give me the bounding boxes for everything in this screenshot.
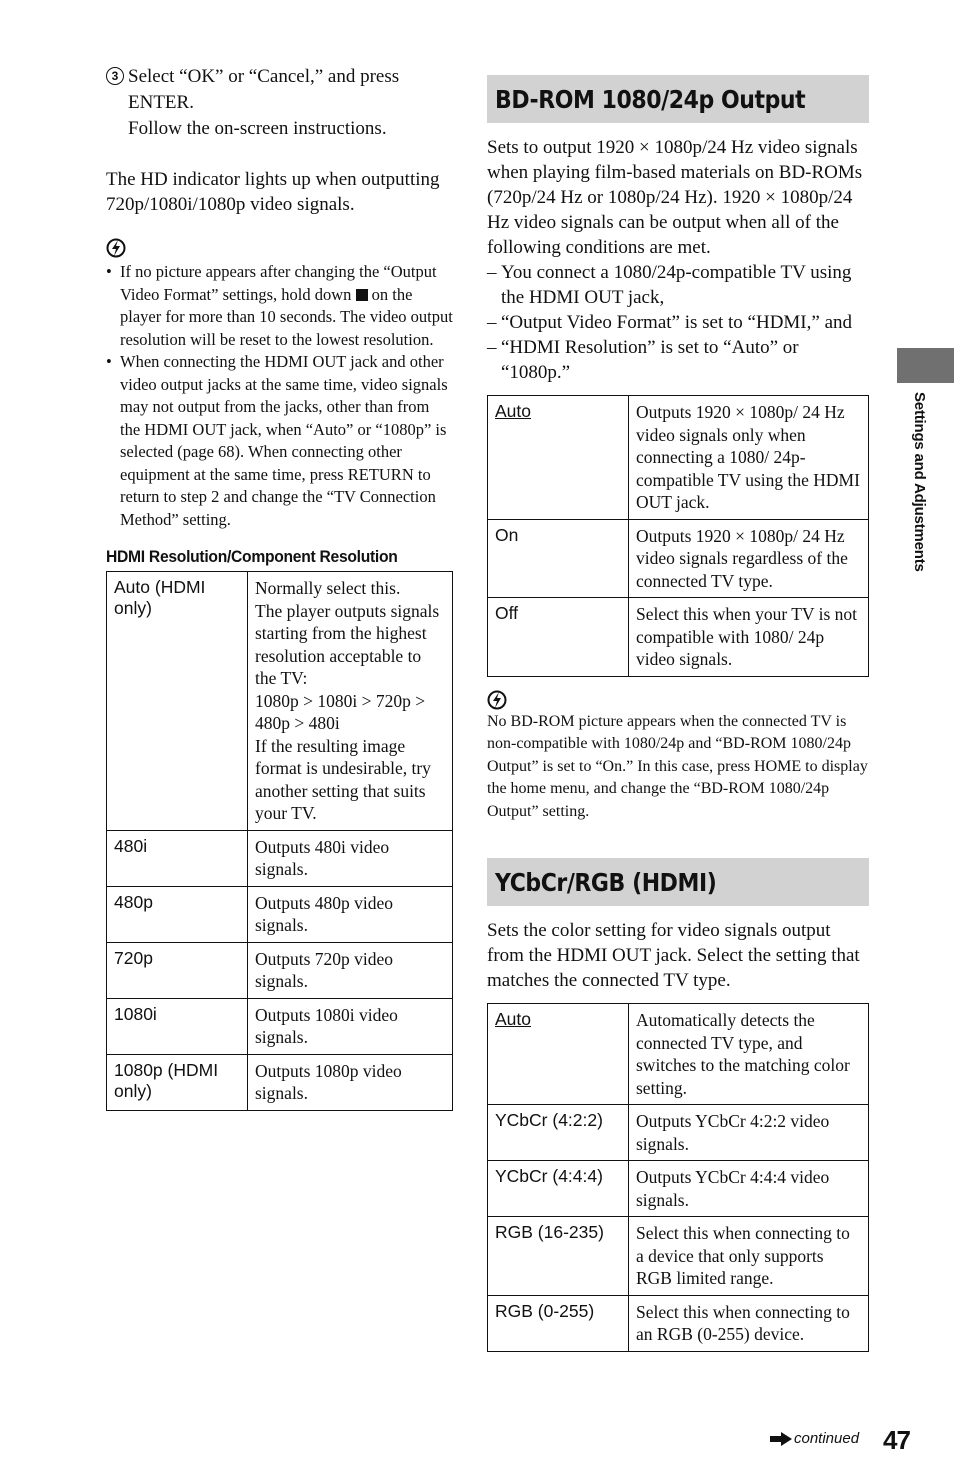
option-key: Off — [488, 598, 629, 677]
section-tab-marker — [897, 348, 954, 383]
table-row — [488, 396, 869, 520]
step-instruction: Select “OK” or “Cancel,” and press ENTER. — [128, 66, 400, 113]
step-followup: Follow the on-screen instructions. — [128, 118, 387, 139]
option-description: Outputs 1080i video signals. — [248, 998, 453, 1054]
ycbcr-option-table — [487, 1003, 869, 1352]
bdrom-option-table — [487, 395, 869, 677]
step-number: 3 — [106, 67, 124, 85]
option-key: Auto (HDMI only) — [107, 572, 248, 831]
table-row — [488, 519, 869, 598]
option-key: 480p — [107, 886, 248, 942]
table-row — [107, 886, 453, 942]
bullet: • — [106, 352, 112, 371]
option-description: Outputs 480i video signals. — [248, 830, 453, 886]
section-heading-bdrom: BD-ROM 1080/24p Output — [487, 75, 869, 123]
list-item: – You connect a 1080/24p-compatible TV using the HDMI OUT jack, — [487, 262, 852, 308]
option-key: RGB (16-235) — [488, 1217, 629, 1296]
table-row — [488, 1161, 869, 1217]
option-description: Select this when connecting to a device that only supports RGB limited range. — [629, 1217, 869, 1296]
note-item: • If no picture appears after changing the “Output Video Format” settings, hold down on the player for more than 10 seconds. The video output resolution will be reset to the lowest resolution. — [106, 262, 453, 349]
resolution-table — [106, 571, 453, 1111]
option-key: 1080i — [107, 998, 248, 1054]
table-row — [488, 598, 869, 677]
ycbcr-intro: Sets the color setting for video signals output from the HDMI OUT jack. Select the setting that matches the connected TV type. — [487, 920, 860, 991]
table-row — [107, 830, 453, 886]
option-key-default: Auto — [488, 1004, 629, 1105]
bdrom-tip: No BD-ROM picture appears when the connected TV is non-compatible with 1080/24p and “BD-ROM 1080/24p Output” is set to “On.” In this case, press HOME to display the home menu, and change the “BD-ROM 1080/24p Output” setting. — [487, 712, 868, 820]
bdrom-intro: Sets to output 1920 × 1080p/24 Hz video signals when playing film-based materials on BD-ROMs (720p/24 Hz or 1080p/24 Hz). 1920 × 1080p/24 Hz video signals can be output when all of the following conditions are met. — [487, 137, 863, 258]
option-description: Outputs YCbCr 4:4:4 video signals. — [629, 1161, 869, 1217]
section-heading-ycbcr: YCbCr/RGB (HDMI) — [487, 858, 869, 906]
hd-indicator-paragraph: The HD indicator lights up when outputting 720p/1080i/1080p video signals. — [106, 169, 440, 215]
table-row — [488, 1105, 869, 1161]
table-row — [488, 1217, 869, 1296]
step-3 — [106, 64, 453, 142]
table-row — [107, 942, 453, 998]
option-description: Select this when connecting to an RGB (0-255) device. — [629, 1295, 869, 1351]
condition-list — [487, 260, 869, 385]
page-number: 47 — [883, 1425, 910, 1455]
right-column — [487, 75, 869, 1352]
table-row — [107, 572, 453, 831]
stop-icon — [356, 289, 368, 301]
option-key: 1080p (HDMI only) — [107, 1054, 248, 1110]
list-item: – “HDMI Resolution” is set to “Auto” or “1080p.” — [487, 337, 799, 383]
continued-indicator: continued — [770, 1430, 859, 1447]
option-description: Automatically detects the connected TV type, and switches to the matching color setting. — [629, 1004, 869, 1105]
option-description: Outputs 1080p video signals. — [248, 1054, 453, 1110]
option-key: 720p — [107, 942, 248, 998]
tip-icon — [106, 237, 126, 259]
option-key: On — [488, 519, 629, 598]
option-description: Outputs 480p video signals. — [248, 886, 453, 942]
option-description: Outputs 1920 × 1080p/ 24 Hz video signals only when connecting a 1080/ 24p-compatible TV using the HDMI OUT jack. — [629, 396, 869, 520]
option-key: YCbCr (4:4:4) — [488, 1161, 629, 1217]
option-key: RGB (0-255) — [488, 1295, 629, 1351]
bullet: • — [106, 262, 112, 281]
table-row — [107, 1054, 453, 1110]
table-row — [107, 998, 453, 1054]
note-item: • When connecting the HDMI OUT jack and other video output jacks at the same time, video signals may not output from the jacks, other than from the HDMI OUT jack, when “Auto” or “1080p” is selected (page 68). When connecting other equipment at the same time, press RETURN to return to step 2 and change the “TV Connection Method” setting. — [106, 352, 448, 529]
tip-icon — [487, 689, 507, 711]
arrow-right-icon — [770, 1432, 792, 1446]
table-row — [488, 1295, 869, 1351]
option-key: YCbCr (4:2:2) — [488, 1105, 629, 1161]
option-description: Select this when your TV is not compatible with 1080/ 24p video signals. — [629, 598, 869, 677]
option-description: Outputs YCbCr 4:2:2 video signals. — [629, 1105, 869, 1161]
resolution-heading: HDMI Resolution/Component Resolution — [106, 547, 398, 566]
option-key-default: Auto — [488, 396, 629, 520]
note-list — [106, 261, 453, 531]
option-description: Outputs 1920 × 1080p/ 24 Hz video signals regardless of the connected TV type. — [629, 519, 869, 598]
option-description: Outputs 720p video signals. — [248, 942, 453, 998]
list-item: – “Output Video Format” is set to “HDMI,” and — [487, 312, 852, 333]
left-column — [106, 64, 453, 1111]
section-side-label: Settings and Adjustments — [911, 392, 928, 572]
option-description: Normally select this. The player outputs signals starting from the highest resolution acceptable to the TV: 1080p > 1080i > 720p > 480p > 480i If the resulting image format is undesirable, try another setting that suits your TV. — [248, 572, 453, 831]
option-key: 480i — [107, 830, 248, 886]
table-row — [488, 1004, 869, 1105]
